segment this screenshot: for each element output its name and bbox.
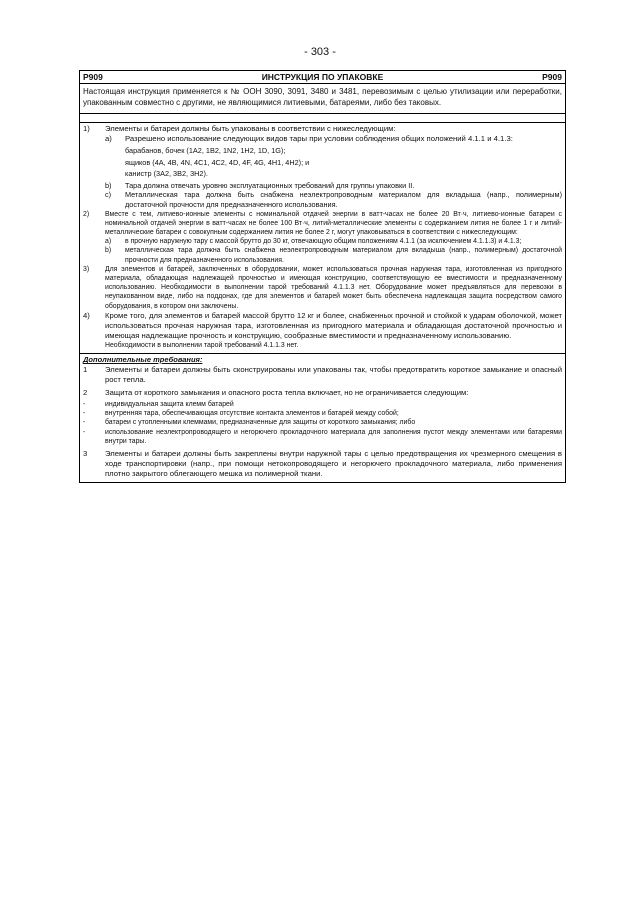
additional-item-2 [83,388,562,398]
item-number: 2) [83,210,90,218]
item-text: Элементы и батареи должны быть сконструированы или упакованы так, чтобы предотвратить короткое замыкание и опасный рост тепла. [105,365,562,384]
bullet-item [83,418,562,427]
packaging-list-jerricans: канистр (3A2, 3B2, 3H2). [125,169,208,179]
bullet-item [83,428,562,446]
item-number: 3 [83,449,88,459]
item-text: Элементы и батареи должны быть закреплены внутри наружной тары с целью предотвращения их чрезмерного смещения в ходе транспортировки (напр., при помощи нетокопроводящего и негорючего прокладочного материала, либо применения плотно закрытого облегающего мешка из полимерной ткани. [105,449,562,479]
item-note: Необходимости в выполнении тарой требований 4.1.1.3 нет. [105,341,299,349]
item-number: 2 [83,388,88,397]
bullet-item [83,400,562,409]
table-header [80,71,565,84]
packaging-list-drums: барабанов, бочек (1A2, 1B2, 1N2, 1H2, 1D, 1G); [125,146,286,155]
subitem-number: a) [105,134,112,143]
item-2-a [83,237,562,246]
additional-requirements-title: Дополнительные требования: [83,355,203,364]
item-1-a [83,134,562,144]
bullet-text: батареи с утопленными клеммами, предназначенные для защиты от короткого замыкания; либо [105,419,416,427]
item-3 [83,265,562,311]
instruction-code-right: P909 [542,72,562,82]
intro-paragraph: Настоящая инструкция применяется к № ООН 3090, 3091, 3480 и 3481, перевозимым с целью утилизации или переработки, упакованным совместно с другими, не являющимися литиевыми, батареями, либо без таковых. [80,84,565,114]
instruction-code-left: P909 [83,72,103,82]
bullet-dash: - [83,419,86,427]
item-text: Вместе с тем, литиево-ионные элементы с номинальной отдачей энергии в ватт-часах не более 20 Вт·ч, литиево-ионные батареи с номинальной отдачей энергии в ватт-часах не более 100 Вт·ч, литий-металлические элементы с содержанием лития не более 1 г и литий-металлические батареи с совокупным содержанием лития не более 2 г, могут упаковываться в соответствии с нижеследующим: [105,210,562,236]
item-text: Для элементов и батарей, заключенных в оборудовании, может использоваться прочная наружная тара, изготовленная из пригодного материала, обладающая надлежащей прочностью и имеющая конструкцию, соответствующую ее вместимости и предназначенному использованию. Необходимости в выполнении тарой требований 4.1.1.3 нет. Оборудование может предъявляться для перевозки в неупакованном виде, либо на поддонах, где для элементов и батарей может быть обеспечена надлежащая защита посредством самого оборудования, в котором они заключены. [105,265,562,310]
item-4-note [83,341,562,350]
requirements-section [80,123,565,354]
bullet-dash: - [83,401,86,408]
page-number: - 303 - [304,46,336,58]
item-1-b [83,181,562,191]
item-number: 4) [83,310,90,320]
packaging-list-boxes: ящиков (4A, 4B, 4N, 4C1, 4C2, 4D, 4F, 4G, 4H1, 4H2); и [125,157,310,167]
subitem-text: Разрешено использование следующих видов тары при условии соблюдения общих положений 4.1.1 и 4.1.3: [125,134,513,143]
spacer-row [80,114,565,123]
item-text: Защита от короткого замыкания и опасного роста тепла включает, но не ограничивается следующим: [105,388,469,397]
subitem-number: b) [105,247,112,255]
item-1 [83,124,562,134]
item-number: 3) [83,265,90,273]
item-number: 1) [83,124,90,133]
subitem-number: b) [105,180,112,190]
additional-requirements-section [80,354,565,482]
subitem-text: Металлическая тара должна быть снабжена неэлектропроводным материалом для вкладыша (напр., полимерным) достаточной прочности для предназначенного использования. [125,190,562,209]
additional-item-1 [83,365,562,385]
subitem-number: c) [105,190,112,200]
bullet-dash: - [83,410,86,418]
bullet-text: индивидуальная защита клемм батарей [105,401,234,408]
bullet-item [83,409,562,418]
packing-instruction-table [79,70,566,483]
item-text: Элементы и батареи должны быть упакованы в соответствии с нижеследующим: [105,124,396,133]
subitem-text: Тара должна отвечать уровню эксплуатационных требований для группы упаковки II. [125,180,415,190]
item-4 [83,311,562,341]
bullet-dash: - [83,428,86,436]
item-text: Кроме того, для элементов и батарей массой брутто 12 кг и более, снабженных прочной и стойкой к ударам оболочкой, может использоваться прочная наружная тара, изготовленная из пригодного материала и обладающая достаточной прочностью и имеющая надлежащие прочность и конструкцию, сообразные вместимости и предназначенному использованию. [105,310,562,340]
instruction-title: ИНСТРУКЦИЯ ПО УПАКОВКЕ [261,72,384,82]
item-2-b [83,246,562,264]
subitem-text: в прочную наружную тару с массой брутто до 30 кг, отвечающую общим положениям 4.1.1 (за исключением 4.1.1.3) и 4.1.3; [125,238,522,246]
item-1-c [83,190,562,209]
subitem-text: металлическая тара должна быть снабжена неэлектропроводным материалом для вкладыша (напр., полимерным) достаточной прочности для предназначенного использования. [125,247,562,264]
bullet-text: внутренняя тара, обеспечивающая отсутствие контакта элементов и батарей между собой; [105,410,399,418]
item-number: 1 [83,365,88,374]
item-2 [83,210,562,238]
bullet-text: использование неэлектропроводящего и негорючего прокладочного материала для заполнения пустот между элементами или батареями внутри тары. [105,428,562,445]
subitem-number: a) [105,238,112,246]
additional-item-3 [83,449,562,479]
